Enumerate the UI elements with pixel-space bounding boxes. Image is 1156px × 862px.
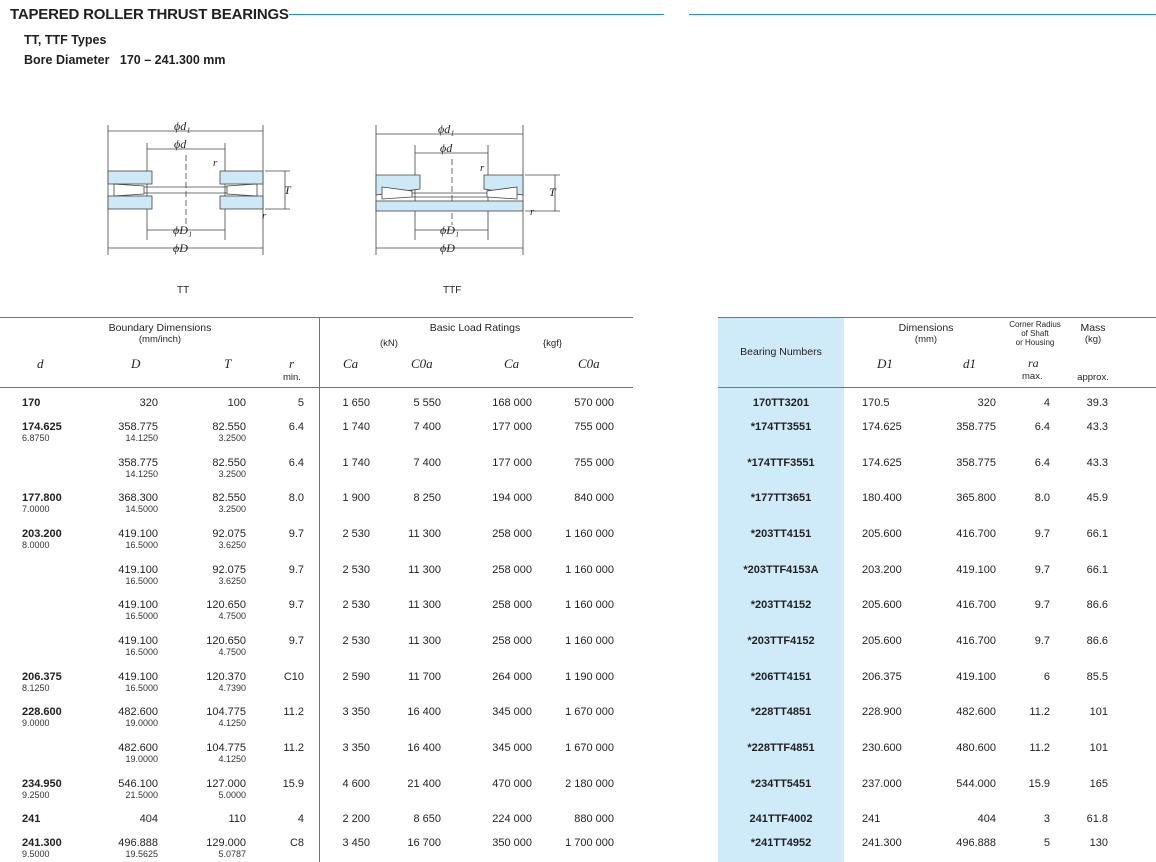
row-9-d1: 482.600 bbox=[956, 706, 996, 718]
tt-d-label: ϕd bbox=[174, 137, 187, 151]
row-5-r: 9.7 bbox=[288, 564, 304, 576]
row-2-bearing: *174TTF3551 bbox=[747, 457, 815, 469]
corner-radius-header bbox=[1005, 320, 1065, 347]
row-4-bearing: *203TT4151 bbox=[750, 528, 812, 540]
row-6-r: 9.7 bbox=[288, 599, 304, 611]
row-2-mass: 43.3 bbox=[1086, 457, 1108, 469]
row-8-D-in: 16.5000 bbox=[125, 683, 158, 693]
row-13-D1: 241.300 bbox=[862, 837, 902, 849]
col-d1: d1 bbox=[963, 356, 976, 371]
row-4-c0a-kn: 11 300 bbox=[408, 528, 441, 540]
row-8-ca-kn: 2 590 bbox=[342, 671, 370, 683]
row-12-bearing: 241TTF4002 bbox=[749, 813, 813, 825]
row-13-ca-kgf: 350 000 bbox=[492, 837, 532, 849]
row-0-d1: 320 bbox=[977, 397, 996, 409]
row-9-d: 228.600 bbox=[22, 706, 62, 718]
row-10-c0a-kgf: 1 670 000 bbox=[565, 742, 614, 754]
corner-radius-line1: Corner Radius bbox=[1009, 320, 1061, 329]
row-11-D1: 237.000 bbox=[862, 778, 902, 790]
row-0-T: 100 bbox=[227, 397, 246, 409]
kgf-units: {kgf} bbox=[543, 338, 563, 349]
tt-bearing-diagram bbox=[70, 115, 310, 275]
row-2-D: 358.775 bbox=[118, 457, 158, 469]
row-3-ra: 8.0 bbox=[1034, 492, 1050, 504]
row-6-c0a-kgf: 1 160 000 bbox=[565, 599, 614, 611]
col-d: d bbox=[37, 356, 44, 371]
row-12-ra: 3 bbox=[1043, 813, 1050, 825]
boundary-dimensions-header: Boundary Dimensions bbox=[108, 322, 212, 334]
load-ratings-header: Basic Load Ratings bbox=[429, 322, 521, 334]
row-10-ca-kn: 3 350 bbox=[342, 742, 370, 754]
row-11-D: 546.100 bbox=[118, 778, 158, 790]
row-11-ca-kgf: 470 000 bbox=[492, 778, 532, 790]
row-10-T-in: 4.1250 bbox=[218, 754, 246, 764]
row-6-ra: 9.7 bbox=[1034, 599, 1050, 611]
row-10-r: 11.2 bbox=[283, 742, 304, 754]
ttf-bearing-diagram bbox=[360, 115, 580, 275]
row-1-D1: 174.625 bbox=[862, 421, 902, 433]
bore-label: Bore Diameter bbox=[24, 53, 110, 67]
col-ca-kgf: Ca bbox=[504, 356, 520, 371]
ttf-r-label-top: r bbox=[480, 162, 485, 174]
row-1-c0a-kgf: 755 000 bbox=[574, 421, 614, 433]
row-6-D1: 205.600 bbox=[862, 599, 902, 611]
row-1-c0a-kn: 7 400 bbox=[413, 421, 441, 433]
kn-units: (kN) bbox=[380, 338, 398, 349]
row-7-c0a-kgf: 1 160 000 bbox=[565, 635, 614, 647]
row-0-mass: 39.3 bbox=[1086, 397, 1108, 409]
right-table-header-rule bbox=[718, 387, 1156, 388]
row-6-T-in: 4.7500 bbox=[218, 611, 246, 621]
row-12-d: 241 bbox=[22, 813, 41, 825]
row-4-d-in: 8.0000 bbox=[22, 540, 50, 550]
row-2-d1: 358.775 bbox=[956, 457, 996, 469]
row-2-r: 6.4 bbox=[288, 457, 304, 469]
row-12-c0a-kn: 8 650 bbox=[413, 813, 441, 825]
row-0-c0a-kn: 5 550 bbox=[413, 397, 441, 409]
row-8-T: 120.370 bbox=[206, 671, 246, 683]
row-6-D-in: 16.5000 bbox=[125, 611, 158, 621]
row-8-bearing: *206TT4151 bbox=[750, 671, 812, 683]
row-13-d: 241.300 bbox=[22, 837, 62, 849]
row-4-D: 419.100 bbox=[118, 528, 158, 540]
row-4-mass: 66.1 bbox=[1086, 528, 1108, 540]
row-4-T: 92.075 bbox=[212, 528, 246, 540]
row-5-ra: 9.7 bbox=[1034, 564, 1050, 576]
boundary-units: (mm/inch) bbox=[138, 334, 182, 345]
row-7-bearing: *203TTF4152 bbox=[747, 635, 815, 647]
row-12-ca-kn: 2 200 bbox=[342, 813, 370, 825]
row-11-d: 234.950 bbox=[22, 778, 62, 790]
row-11-T: 127.000 bbox=[206, 778, 246, 790]
ttf-T-label: T bbox=[549, 185, 556, 199]
row-0-D1: 170.5 bbox=[862, 397, 890, 409]
title-rule-right bbox=[689, 14, 1156, 15]
row-1-ca-kgf: 177 000 bbox=[492, 421, 532, 433]
row-10-T: 104.775 bbox=[206, 742, 246, 754]
row-11-bearing: *234TT5451 bbox=[750, 778, 812, 790]
row-9-ca-kgf: 345 000 bbox=[492, 706, 532, 718]
row-11-T-in: 5.0000 bbox=[218, 790, 246, 800]
col-r-min: min. bbox=[283, 372, 301, 383]
row-10-ca-kgf: 345 000 bbox=[492, 742, 532, 754]
col-T: T bbox=[224, 356, 232, 371]
row-1-mass: 43.3 bbox=[1086, 421, 1108, 433]
row-11-D-in: 21.5000 bbox=[125, 790, 158, 800]
row-3-D1: 180.400 bbox=[862, 492, 902, 504]
row-2-T-in: 3.2500 bbox=[218, 469, 246, 479]
row-4-D1: 205.600 bbox=[862, 528, 902, 540]
row-8-D: 419.100 bbox=[118, 671, 158, 683]
row-4-ca-kgf: 258 000 bbox=[492, 528, 532, 540]
ttf-caption: TTF bbox=[443, 285, 462, 296]
row-2-D-in: 14.1250 bbox=[125, 469, 158, 479]
row-4-D-in: 16.5000 bbox=[125, 540, 158, 550]
row-4-d: 203.200 bbox=[22, 528, 62, 540]
row-4-d1: 416.700 bbox=[956, 528, 996, 540]
row-9-D1: 228.900 bbox=[862, 706, 902, 718]
left-table-header-rule bbox=[0, 387, 633, 388]
tt-r-label-bottom: r bbox=[262, 210, 267, 222]
right-table-top-rule bbox=[718, 317, 1156, 318]
ttf-D-label: ϕD bbox=[440, 241, 455, 255]
row-5-D: 419.100 bbox=[118, 564, 158, 576]
row-5-D-in: 16.5000 bbox=[125, 576, 158, 586]
row-6-c0a-kn: 11 300 bbox=[408, 599, 441, 611]
row-3-d1: 365.800 bbox=[956, 492, 996, 504]
row-1-d: 174.625 bbox=[22, 421, 62, 433]
row-0-ca-kgf: 168 000 bbox=[492, 397, 532, 409]
row-9-ca-kn: 3 350 bbox=[342, 706, 370, 718]
row-0-ca-kn: 1 650 bbox=[342, 397, 370, 409]
row-6-D: 419.100 bbox=[118, 599, 158, 611]
ttf-d-label: ϕd bbox=[440, 141, 453, 155]
row-5-T: 92.075 bbox=[212, 564, 246, 576]
row-3-D: 368.300 bbox=[118, 492, 158, 504]
row-5-D1: 203.200 bbox=[862, 564, 902, 576]
row-7-D1: 205.600 bbox=[862, 635, 902, 647]
row-1-d-in: 6.8750 bbox=[22, 433, 50, 443]
row-13-d-in: 9.5000 bbox=[22, 849, 50, 859]
row-13-bearing: *241TT4952 bbox=[750, 837, 812, 849]
ttf-r-label-bottom: r bbox=[530, 206, 535, 218]
row-7-c0a-kn: 11 300 bbox=[408, 635, 441, 647]
row-12-D1: 241 bbox=[862, 813, 881, 825]
row-3-ca-kgf: 194 000 bbox=[492, 492, 532, 504]
row-11-mass: 165 bbox=[1089, 778, 1108, 790]
row-2-c0a-kgf: 755 000 bbox=[574, 457, 614, 469]
row-5-T-in: 3.6250 bbox=[218, 576, 246, 586]
page-title: TAPERED ROLLER THRUST BEARINGS bbox=[10, 6, 289, 23]
dimensions-header: Dimensions bbox=[898, 322, 954, 334]
row-12-D: 404 bbox=[139, 813, 158, 825]
row-13-ca-kn: 3 450 bbox=[342, 837, 370, 849]
row-2-ca-kn: 1 740 bbox=[342, 457, 370, 469]
row-8-ca-kgf: 264 000 bbox=[492, 671, 532, 683]
row-1-d1: 358.775 bbox=[956, 421, 996, 433]
row-11-d-in: 9.2500 bbox=[22, 790, 50, 800]
row-1-ra: 6.4 bbox=[1034, 421, 1050, 433]
row-13-c0a-kn: 16 700 bbox=[407, 837, 441, 849]
row-5-c0a-kn: 11 300 bbox=[408, 564, 441, 576]
row-9-c0a-kgf: 1 670 000 bbox=[565, 706, 614, 718]
row-3-bearing: *177TT3651 bbox=[750, 492, 812, 504]
row-13-mass: 130 bbox=[1089, 837, 1108, 849]
row-0-ra: 4 bbox=[1043, 397, 1050, 409]
row-8-T-in: 4.7390 bbox=[218, 683, 246, 693]
row-8-ra: 6 bbox=[1043, 671, 1050, 683]
row-13-D-in: 19.5625 bbox=[125, 849, 158, 859]
row-7-T-in: 4.7500 bbox=[218, 647, 246, 657]
row-0-r: 5 bbox=[297, 397, 304, 409]
left-table-divider bbox=[319, 317, 320, 862]
row-0-c0a-kgf: 570 000 bbox=[574, 397, 614, 409]
row-3-ca-kn: 1 900 bbox=[342, 492, 370, 504]
row-3-mass: 45.9 bbox=[1086, 492, 1108, 504]
row-9-mass: 101 bbox=[1089, 706, 1108, 718]
title-rule-left bbox=[289, 14, 664, 15]
row-4-c0a-kgf: 1 160 000 bbox=[565, 528, 614, 540]
row-12-mass: 61.8 bbox=[1086, 813, 1108, 825]
row-3-d-in: 7.0000 bbox=[22, 504, 50, 514]
row-6-bearing: *203TT4152 bbox=[750, 599, 812, 611]
row-11-ca-kn: 4 600 bbox=[342, 778, 370, 790]
row-12-c0a-kgf: 880 000 bbox=[574, 813, 614, 825]
row-8-d-in: 8.1250 bbox=[22, 683, 50, 693]
bore-range: 170 – 241.300 mm bbox=[119, 53, 226, 67]
row-3-D-in: 14.5000 bbox=[125, 504, 158, 514]
row-9-T: 104.775 bbox=[206, 706, 246, 718]
row-13-ra: 5 bbox=[1043, 837, 1050, 849]
row-7-ra: 9.7 bbox=[1034, 635, 1050, 647]
row-5-bearing: *203TTF4153A bbox=[743, 564, 819, 576]
row-9-D-in: 19.0000 bbox=[125, 718, 158, 728]
row-1-D-in: 14.1250 bbox=[125, 433, 158, 443]
row-5-ca-kn: 2 530 bbox=[342, 564, 370, 576]
row-12-d1: 404 bbox=[977, 813, 996, 825]
types-subtitle: TT, TTF Types bbox=[24, 33, 107, 47]
col-ca-kn: Ca bbox=[343, 356, 359, 371]
col-ra: ra bbox=[1028, 356, 1039, 370]
ttf-D1-label: ϕD₁ bbox=[440, 223, 460, 237]
row-9-D: 482.600 bbox=[118, 706, 158, 718]
row-12-T: 110 bbox=[228, 813, 246, 825]
row-6-mass: 86.6 bbox=[1086, 599, 1108, 611]
row-8-r: C10 bbox=[283, 671, 304, 683]
row-9-d-in: 9.0000 bbox=[22, 718, 50, 728]
row-2-T: 82.550 bbox=[212, 457, 246, 469]
row-6-d1: 416.700 bbox=[956, 599, 996, 611]
row-10-bearing: *228TTF4851 bbox=[747, 742, 815, 754]
row-1-r: 6.4 bbox=[288, 421, 304, 433]
row-13-D: 496.888 bbox=[118, 837, 158, 849]
row-11-ra: 15.9 bbox=[1028, 778, 1050, 790]
row-9-ra: 11.2 bbox=[1029, 706, 1050, 718]
row-4-ca-kn: 2 530 bbox=[342, 528, 370, 540]
row-2-D1: 174.625 bbox=[862, 457, 902, 469]
row-3-T-in: 3.2500 bbox=[218, 504, 246, 514]
mass-approx: approx. bbox=[1077, 372, 1109, 383]
row-13-T: 129.000 bbox=[206, 837, 246, 849]
row-7-ca-kn: 2 530 bbox=[342, 635, 370, 647]
row-5-d1: 419.100 bbox=[956, 564, 996, 576]
row-1-ca-kn: 1 740 bbox=[342, 421, 370, 433]
row-7-T: 120.650 bbox=[206, 635, 246, 647]
row-9-T-in: 4.1250 bbox=[218, 718, 246, 728]
row-7-D-in: 16.5000 bbox=[125, 647, 158, 657]
bearing-numbers-header: Bearing Numbers bbox=[740, 346, 822, 358]
row-13-T-in: 5.0787 bbox=[218, 849, 246, 859]
row-1-T: 82.550 bbox=[212, 421, 246, 433]
row-3-c0a-kgf: 840 000 bbox=[574, 492, 614, 504]
row-10-mass: 101 bbox=[1089, 742, 1108, 754]
row-5-ca-kgf: 258 000 bbox=[492, 564, 532, 576]
bore-diameter-label bbox=[24, 53, 226, 67]
col-c0a-kn: C0a bbox=[411, 356, 433, 371]
dimensions-units: (mm) bbox=[914, 334, 938, 345]
col-r: r bbox=[289, 356, 295, 371]
row-12-ca-kgf: 224 000 bbox=[492, 813, 532, 825]
row-8-c0a-kn: 11 700 bbox=[408, 671, 441, 683]
tt-T-label: T bbox=[284, 183, 291, 197]
row-1-D: 358.775 bbox=[118, 421, 158, 433]
row-10-D: 482.600 bbox=[118, 742, 158, 754]
row-9-c0a-kn: 16 400 bbox=[407, 706, 441, 718]
row-7-mass: 86.6 bbox=[1086, 635, 1108, 647]
row-9-bearing: *228TT4851 bbox=[750, 706, 812, 718]
mass-header: Mass bbox=[1080, 322, 1106, 334]
row-2-ra: 6.4 bbox=[1034, 457, 1050, 469]
row-10-ra: 11.2 bbox=[1029, 742, 1050, 754]
left-table-top-rule bbox=[0, 317, 633, 318]
row-0-d: 170 bbox=[22, 397, 41, 409]
row-1-bearing: *174TT3551 bbox=[750, 421, 812, 433]
row-13-c0a-kgf: 1 700 000 bbox=[565, 837, 614, 849]
row-0-D: 320 bbox=[139, 397, 158, 409]
row-4-ra: 9.7 bbox=[1034, 528, 1050, 540]
row-13-d1: 496.888 bbox=[956, 837, 996, 849]
row-10-D1: 230.600 bbox=[862, 742, 902, 754]
row-3-r: 8.0 bbox=[288, 492, 304, 504]
row-10-d1: 480.600 bbox=[956, 742, 996, 754]
row-8-D1: 206.375 bbox=[862, 671, 902, 683]
row-3-T: 82.550 bbox=[212, 492, 246, 504]
mass-units: (kg) bbox=[1084, 334, 1102, 345]
row-6-T: 120.650 bbox=[206, 599, 246, 611]
row-7-ca-kgf: 258 000 bbox=[492, 635, 532, 647]
row-8-mass: 85.5 bbox=[1086, 671, 1108, 683]
row-13-r: C8 bbox=[289, 837, 304, 849]
row-4-r: 9.7 bbox=[288, 528, 304, 540]
tt-r-label-top: r bbox=[213, 157, 218, 169]
ttf-d1-label: ϕd₁ bbox=[438, 122, 455, 136]
row-3-c0a-kn: 8 250 bbox=[413, 492, 441, 504]
row-2-c0a-kn: 7 400 bbox=[413, 457, 441, 469]
row-2-ca-kgf: 177 000 bbox=[492, 457, 532, 469]
row-7-D: 419.100 bbox=[118, 635, 158, 647]
col-c0a-kgf: C0a bbox=[578, 356, 600, 371]
row-11-r: 15.9 bbox=[282, 778, 304, 790]
row-5-c0a-kgf: 1 160 000 bbox=[565, 564, 614, 576]
tt-D1-label: ϕD₁ bbox=[173, 223, 193, 237]
row-10-c0a-kn: 16 400 bbox=[407, 742, 441, 754]
row-8-d: 206.375 bbox=[22, 671, 62, 683]
tt-caption: TT bbox=[177, 285, 190, 296]
row-8-d1: 419.100 bbox=[956, 671, 996, 683]
row-5-mass: 66.1 bbox=[1086, 564, 1108, 576]
row-11-c0a-kn: 21 400 bbox=[407, 778, 441, 790]
row-0-bearing: 170TT3201 bbox=[752, 397, 810, 409]
tt-d1-label: ϕd₁ bbox=[174, 119, 191, 133]
col-D1: D1 bbox=[877, 356, 893, 371]
col-D: D bbox=[131, 356, 141, 371]
col-ra-max: max. bbox=[1022, 371, 1043, 382]
row-1-T-in: 3.2500 bbox=[218, 433, 246, 443]
row-6-ca-kgf: 258 000 bbox=[492, 599, 532, 611]
row-4-T-in: 3.6250 bbox=[218, 540, 246, 550]
row-11-d1: 544.000 bbox=[956, 778, 996, 790]
row-7-r: 9.7 bbox=[288, 635, 304, 647]
row-9-r: 11.2 bbox=[283, 706, 304, 718]
tt-D-label: ϕD bbox=[173, 241, 188, 255]
corner-radius-line2: of Shaft bbox=[1021, 329, 1049, 338]
row-8-c0a-kgf: 1 190 000 bbox=[565, 671, 614, 683]
row-10-D-in: 19.0000 bbox=[125, 754, 158, 764]
row-11-c0a-kgf: 2 180 000 bbox=[565, 778, 614, 790]
row-3-d: 177.800 bbox=[22, 492, 62, 504]
corner-radius-line3: or Housing bbox=[1015, 338, 1055, 347]
row-6-ca-kn: 2 530 bbox=[342, 599, 370, 611]
row-12-r: 4 bbox=[297, 813, 304, 825]
row-7-d1: 416.700 bbox=[956, 635, 996, 647]
